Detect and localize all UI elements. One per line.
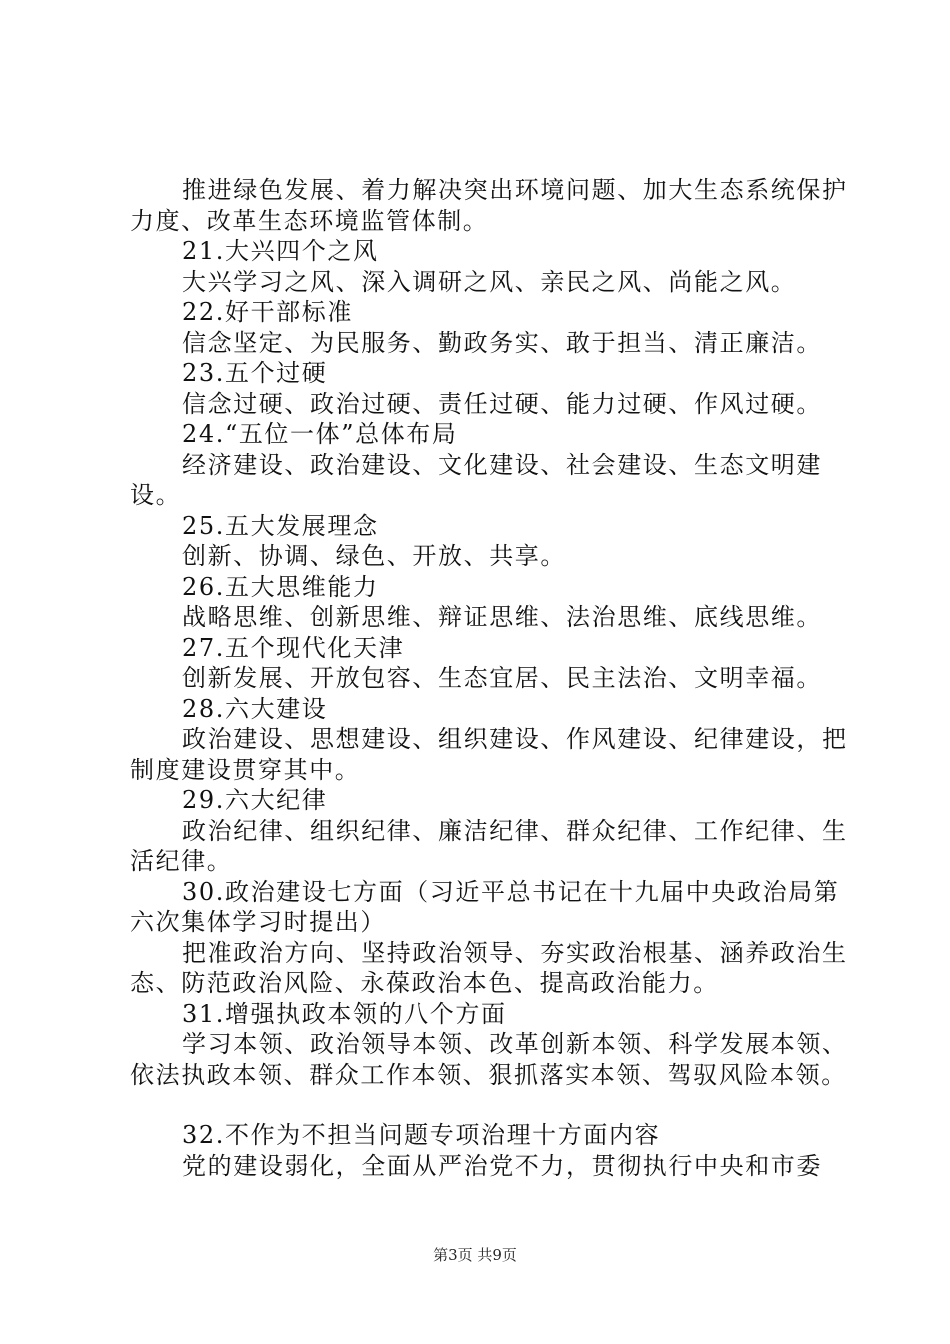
paragraph: 战略思维、创新思维、辩证思维、法治思维、底线思维。 [182, 603, 822, 631]
section-heading: 32.不作为不担当问题专项治理十方面内容 [182, 1121, 661, 1149]
section-heading: 24.“五位一体”总体布局 [182, 420, 458, 448]
paragraph: 信念坚定、为民服务、勤政务实、敢于担当、清正廉洁。 [182, 328, 822, 357]
section-heading: 30.政治建设七方面（习近平总书记在十九届中央政治局第六次集体学习时提出） [130, 877, 840, 936]
paragraph: 政治建设、思想建设、组织建设、作风建设、纪律建设，把制度建设贯穿其中。 [130, 725, 848, 784]
section-heading: 29.六大纪律 [182, 786, 328, 814]
paragraph: 创新发展、开放包容、生态宜居、民主法治、文明幸福。 [182, 664, 822, 692]
section-heading: 22.好干部标准 [182, 298, 353, 326]
paragraph: 大兴学习之风、深入调研之风、亲民之风、尚能之风。 [182, 267, 797, 296]
paragraph: 党的建设弱化，全面从严治党不力，贯彻执行中央和市委 [182, 1151, 822, 1180]
paragraph: 学习本领、政治领导本领、改革创新本领、科学发展本领、依法执政本领、群众工作本领、狠抓落实本领、驾驭风险本领。 [130, 1030, 848, 1089]
paragraph: 政治纪律、组织纪律、廉洁纪律、群众纪律、工作纪律、生活纪律。 [130, 816, 848, 875]
section-heading: 25.五大发展理念 [182, 511, 379, 540]
section-heading: 26.五大思维能力 [182, 572, 379, 601]
section-heading: 27.五个现代化天津 [182, 633, 405, 662]
paragraph: 经济建设、政治建设、文化建设、社会建设、生态文明建设。 [130, 450, 822, 509]
page-footer: 第3页 共9页 [433, 1246, 517, 1264]
section-heading: 28.六大建设 [182, 694, 328, 723]
paragraph: 推进绿色发展、着力解决突出环境问题、加大生态系统保护力度、改革生态环境监管体制。 [130, 176, 848, 235]
document-body [130, 175, 855, 1181]
paragraph: 信念过硬、政治过硬、责任过硬、能力过硬、作风过硬。 [182, 389, 822, 418]
paragraph: 把准政治方向、坚持政治领导、夯实政治根基、涵养政治生态、防范政治风险、永葆政治本色、提高政治能力。 [130, 938, 848, 997]
paragraph: 创新、协调、绿色、开放、共享。 [182, 542, 566, 570]
section-heading: 31.增强执政本领的八个方面 [182, 999, 507, 1028]
section-heading: 23.五个过硬 [182, 359, 328, 387]
section-heading: 21.大兴四个之风 [182, 237, 379, 265]
